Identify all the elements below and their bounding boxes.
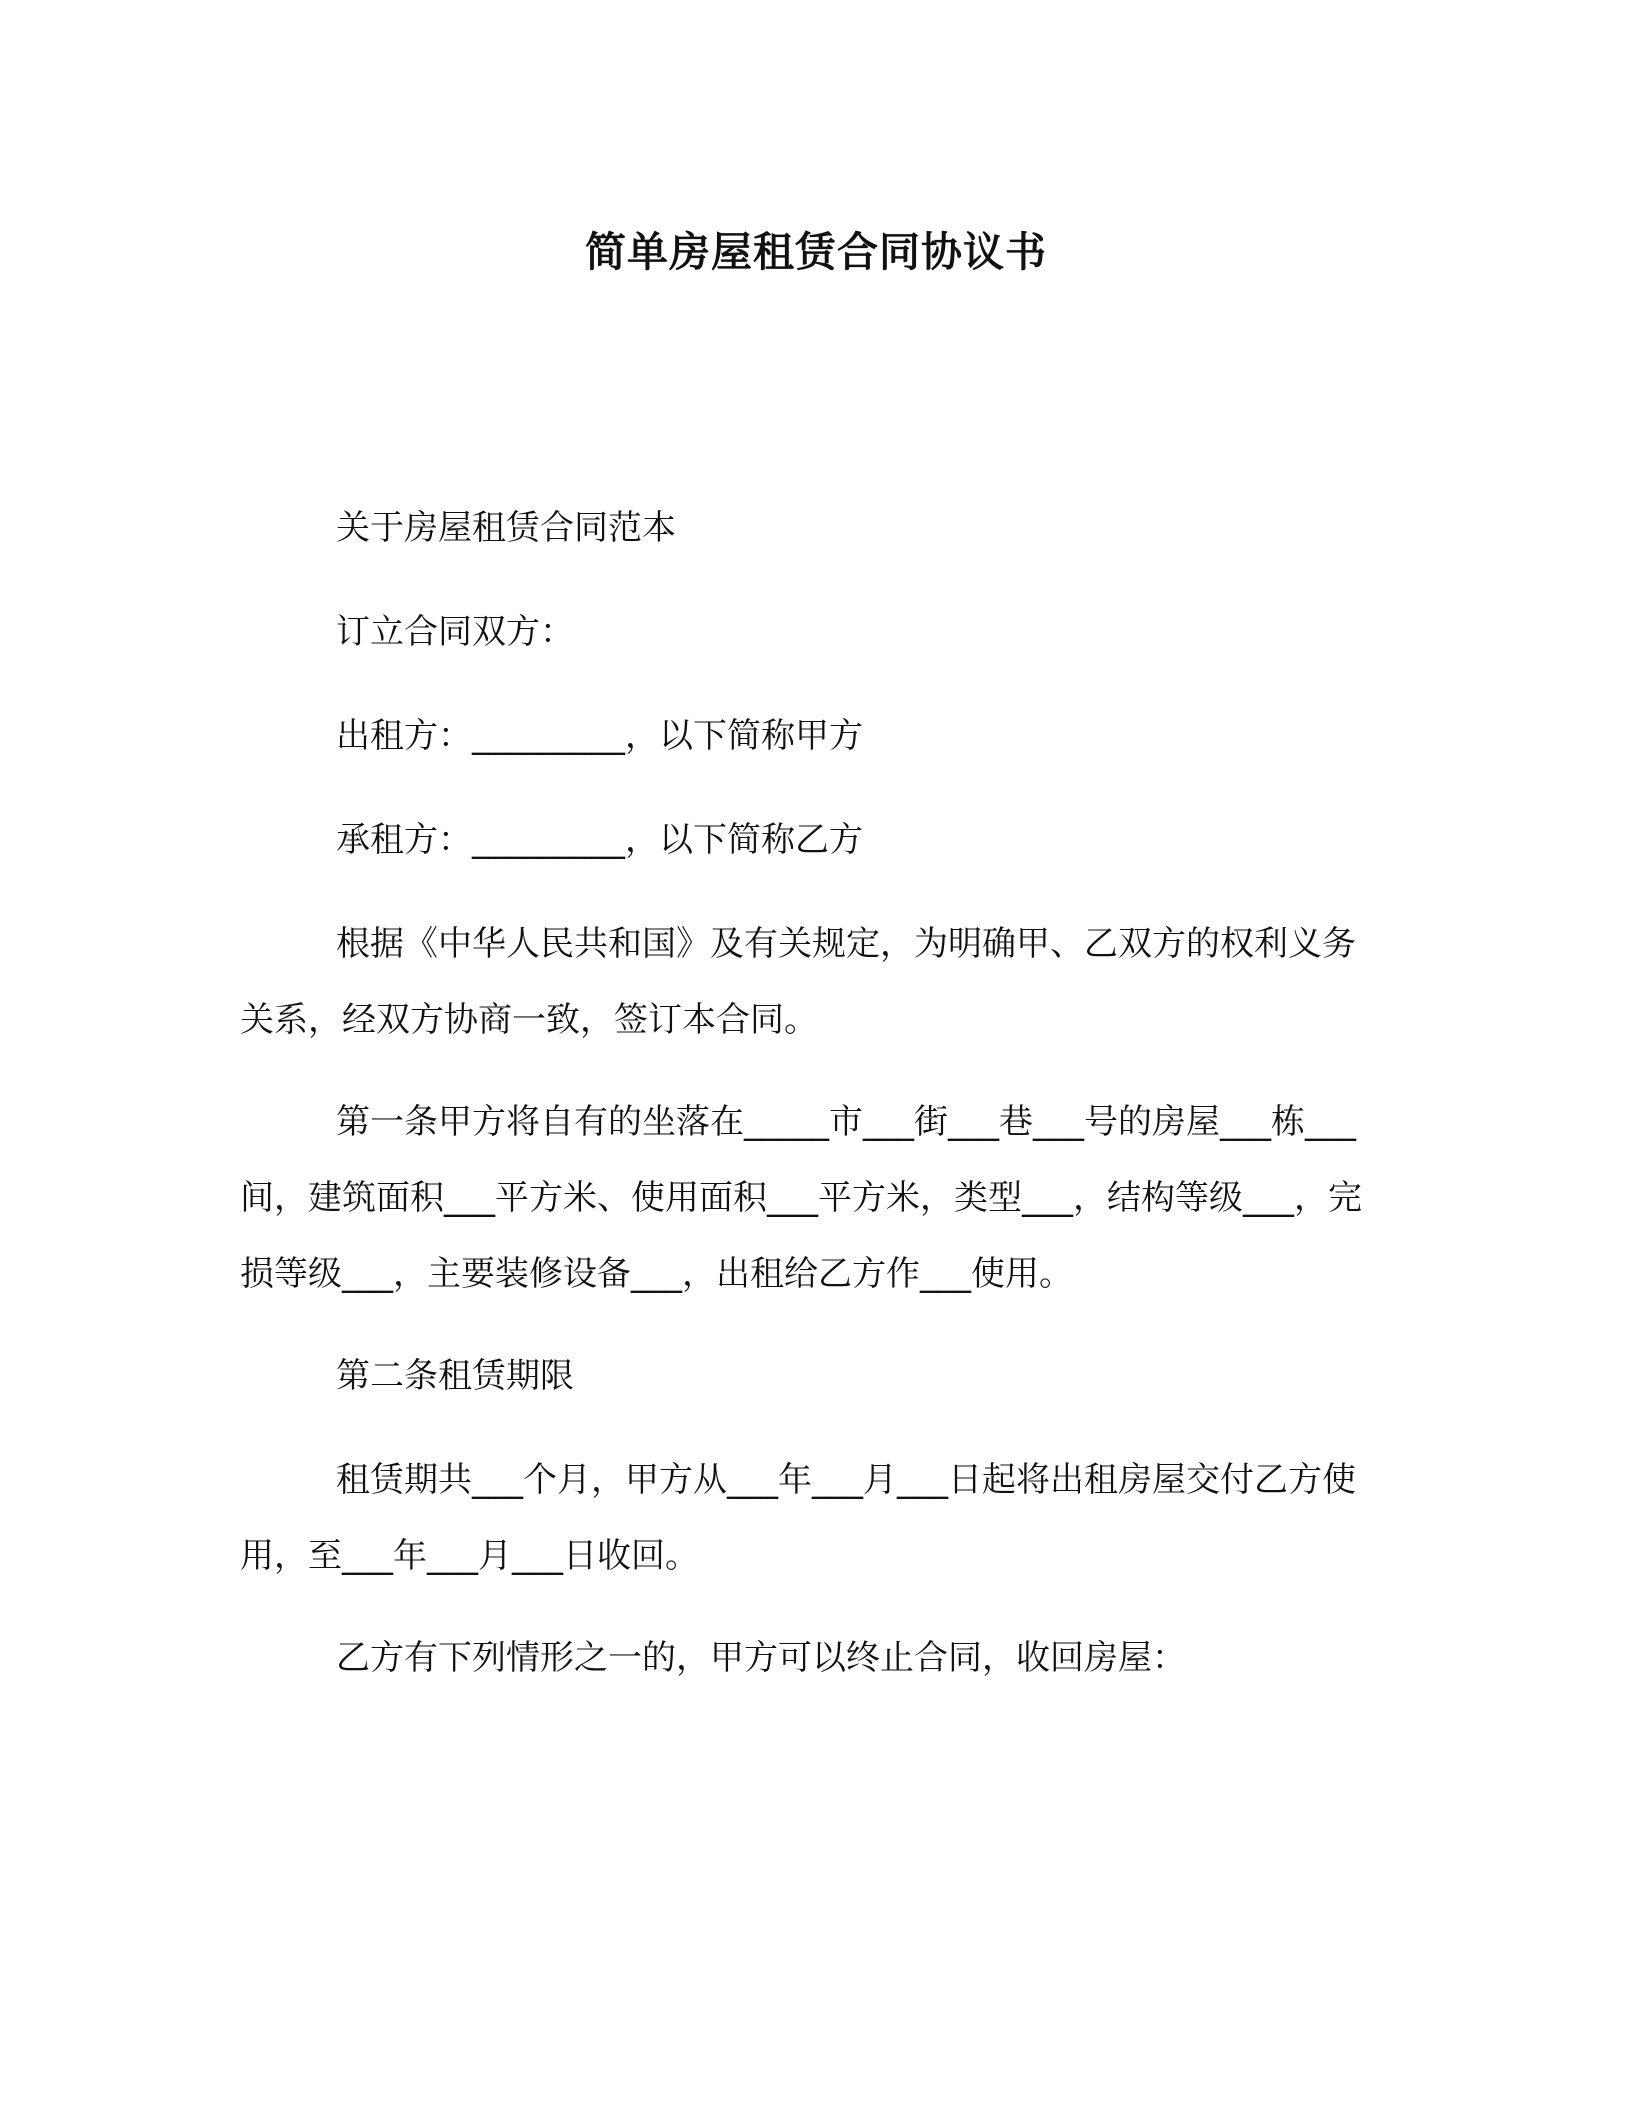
paragraph-lease-term: 租赁期共___个月，甲方从___年___月___日起将出租房屋交付乙方使用，至___年___月___日收回。: [240, 1460, 1356, 1576]
paragraph-preamble: 根据《中华人民共和国》及有关规定，为明确甲、乙双方的权利义务关系，经双方协商一致，签订本合同。: [240, 924, 1356, 1040]
document-body: [240, 490, 1380, 1724]
paragraph-lessor: 出租方：_________，以下简称甲方: [336, 716, 863, 756]
paragraph-heading: 关于房屋租赁合同范本: [336, 508, 676, 548]
paragraph-lessee: 承租方：_________，以下简称乙方: [336, 820, 863, 860]
paragraph-parties: 订立合同双方：: [336, 612, 574, 652]
document-title: 简单房屋租赁合同协议书: [585, 228, 1047, 276]
paragraph-termination: 乙方有下列情形之一的，甲方可以终止合同，收回房屋：: [336, 1638, 1186, 1678]
paragraph-article-1: 第一条甲方将自有的坐落在_____市___街___巷___号的房屋___栋___间，建筑面积___平方米、使用面积___平方米，类型___，结构等级___，完损等级___，主要装修设备___，出租给乙方作___使用。: [240, 1102, 1362, 1294]
paragraph-article-2-heading: 第二条租赁期限: [336, 1356, 574, 1396]
